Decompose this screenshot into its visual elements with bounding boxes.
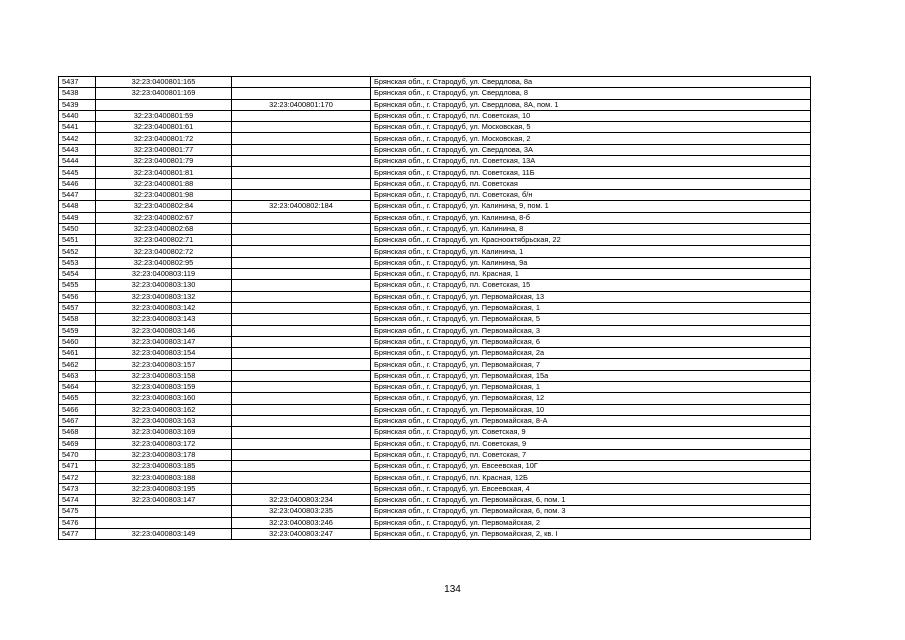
table-row [59,506,811,517]
row-number: 5467 [59,415,96,426]
table-row [59,404,811,415]
address: Брянская обл., г. Стародуб, ул. Свердлова, 8 [371,88,811,99]
row-number: 5443 [59,144,96,155]
cadastral-number: 32:23:0400803:147 [96,336,232,347]
cadastral-number: 32:23:0400801:77 [96,144,232,155]
related-cadastral-number [232,415,371,426]
cadastral-number: 32:23:0400803:169 [96,427,232,438]
table-row [59,415,811,426]
table-row [59,269,811,280]
address: Брянская обл., г. Стародуб, ул. Евсеевская, 10Г [371,461,811,472]
table-row [59,291,811,302]
address: Брянская обл., г. Стародуб, ул. Первомайская, 6, пом. 1 [371,494,811,505]
address: Брянская обл., г. Стародуб, ул. Калинина, 8 [371,223,811,234]
row-number: 5440 [59,110,96,121]
address: Брянская обл., г. Стародуб, ул. Первомайская, 5 [371,314,811,325]
address: Брянская обл., г. Стародуб, ул. Первомайская, 6 [371,336,811,347]
row-number: 5450 [59,223,96,234]
related-cadastral-number [232,235,371,246]
register-table [58,76,811,540]
row-number: 5441 [59,122,96,133]
cadastral-number: 32:23:0400803:146 [96,325,232,336]
related-cadastral-number [232,359,371,370]
address: Брянская обл., г. Стародуб, пл. Красная, 12Б [371,472,811,483]
cadastral-number: 32:23:0400803:162 [96,404,232,415]
related-cadastral-number: 32:23:0400803:247 [232,528,371,539]
address: Брянская обл., г. Стародуб, ул. Первомайская, 1 [371,302,811,313]
table-row [59,483,811,494]
cadastral-number: 32:23:0400802:67 [96,212,232,223]
table-row [59,461,811,472]
table-row [59,88,811,99]
row-number: 5461 [59,348,96,359]
table-row [59,99,811,110]
cadastral-number [96,506,232,517]
table-row [59,517,811,528]
cadastral-number [96,517,232,528]
cadastral-number: 32:23:0400803:195 [96,483,232,494]
table-row [59,370,811,381]
related-cadastral-number [232,88,371,99]
cadastral-number: 32:23:0400803:160 [96,393,232,404]
row-number: 5439 [59,99,96,110]
address: Брянская обл., г. Стародуб, ул. Калинина, 8-б [371,212,811,223]
address: Брянская обл., г. Стародуб, ул. Свердлова, 8а [371,77,811,88]
cadastral-number: 32:23:0400802:95 [96,257,232,268]
cadastral-number: 32:23:0400801:98 [96,189,232,200]
row-number: 5475 [59,506,96,517]
address: Брянская обл., г. Стародуб, ул. Московская, 2 [371,133,811,144]
address: Брянская обл., г. Стародуб, пл. Советская, 11Б [371,167,811,178]
address: Брянская обл., г. Стародуб, ул. Первомайская, 2а [371,348,811,359]
table-row [59,235,811,246]
table-row [59,494,811,505]
cadastral-number: 32:23:0400801:61 [96,122,232,133]
row-number: 5471 [59,461,96,472]
table-row [59,382,811,393]
row-number: 5455 [59,280,96,291]
related-cadastral-number [232,483,371,494]
cadastral-number: 32:23:0400803:158 [96,370,232,381]
address: Брянская обл., г. Стародуб, ул. Первомайская, 15а [371,370,811,381]
cadastral-number: 32:23:0400803:188 [96,472,232,483]
cadastral-number: 32:23:0400803:147 [96,494,232,505]
table-row [59,246,811,257]
row-number: 5464 [59,382,96,393]
related-cadastral-number [232,348,371,359]
table-row [59,201,811,212]
address: Брянская обл., г. Стародуб, пл. Советская, 10 [371,110,811,121]
related-cadastral-number [232,449,371,460]
table-row [59,449,811,460]
address: Брянская обл., г. Стародуб, ул. Калинина, 1 [371,246,811,257]
related-cadastral-number [232,472,371,483]
cadastral-number: 32:23:0400802:71 [96,235,232,246]
cadastral-number: 32:23:0400803:159 [96,382,232,393]
related-cadastral-number [232,122,371,133]
related-cadastral-number [232,438,371,449]
row-number: 5465 [59,393,96,404]
table-row [59,122,811,133]
related-cadastral-number [232,156,371,167]
row-number: 5457 [59,302,96,313]
cadastral-number: 32:23:0400802:68 [96,223,232,234]
cadastral-number: 32:23:0400801:88 [96,178,232,189]
row-number: 5463 [59,370,96,381]
related-cadastral-number [232,382,371,393]
row-number: 5472 [59,472,96,483]
table-row [59,438,811,449]
table-row [59,528,811,539]
address: Брянская обл., г. Стародуб, ул. Советская, 9 [371,427,811,438]
table-row [59,393,811,404]
related-cadastral-number [232,257,371,268]
row-number: 5454 [59,269,96,280]
cadastral-number: 32:23:0400801:79 [96,156,232,167]
cadastral-number: 32:23:0400803:157 [96,359,232,370]
related-cadastral-number [232,212,371,223]
cadastral-number: 32:23:0400803:154 [96,348,232,359]
related-cadastral-number [232,291,371,302]
address: Брянская обл., г. Стародуб, ул. Краснооктябрьская, 22 [371,235,811,246]
row-number: 5468 [59,427,96,438]
address: Брянская обл., г. Стародуб, пл. Красная, 1 [371,269,811,280]
table-row [59,144,811,155]
related-cadastral-number [232,314,371,325]
cadastral-number: 32:23:0400802:72 [96,246,232,257]
cadastral-number: 32:23:0400803:143 [96,314,232,325]
row-number: 5446 [59,178,96,189]
cadastral-number: 32:23:0400801:72 [96,133,232,144]
table-row [59,336,811,347]
row-number: 5460 [59,336,96,347]
cadastral-number [96,99,232,110]
related-cadastral-number: 32:23:0400801:170 [232,99,371,110]
table-row [59,178,811,189]
cadastral-number: 32:23:0400803:178 [96,449,232,460]
table-row [59,280,811,291]
table-row [59,359,811,370]
related-cadastral-number [232,167,371,178]
table-row [59,212,811,223]
row-number: 5466 [59,404,96,415]
cadastral-number: 32:23:0400803:119 [96,269,232,280]
table-row [59,325,811,336]
related-cadastral-number [232,77,371,88]
table-row [59,257,811,268]
related-cadastral-number: 32:23:0400803:234 [232,494,371,505]
cadastral-number: 32:23:0400801:59 [96,110,232,121]
address: Брянская обл., г. Стародуб, ул. Первомайская, 12 [371,393,811,404]
row-number: 5445 [59,167,96,178]
cadastral-number: 32:23:0400803:130 [96,280,232,291]
cadastral-number: 32:23:0400801:81 [96,167,232,178]
related-cadastral-number [232,325,371,336]
address: Брянская обл., г. Стародуб, ул. Свердлова, 3А [371,144,811,155]
cadastral-number: 32:23:0400801:165 [96,77,232,88]
address: Брянская обл., г. Стародуб, ул. Калинина, 9, пом. 1 [371,201,811,212]
row-number: 5458 [59,314,96,325]
row-number: 5473 [59,483,96,494]
table-row [59,189,811,200]
related-cadastral-number [232,302,371,313]
cadastral-number: 32:23:0400801:169 [96,88,232,99]
row-number: 5444 [59,156,96,167]
row-number: 5452 [59,246,96,257]
related-cadastral-number [232,246,371,257]
address: Брянская обл., г. Стародуб, пл. Советская, б/н [371,189,811,200]
address: Брянская обл., г. Стародуб, ул. Первомайская, 2 [371,517,811,528]
related-cadastral-number [232,110,371,121]
table-row [59,167,811,178]
address: Брянская обл., г. Стародуб, ул. Первомайская, 6, пом. 3 [371,506,811,517]
row-number: 5437 [59,77,96,88]
address: Брянская обл., г. Стародуб, пл. Советская [371,178,811,189]
row-number: 5438 [59,88,96,99]
cadastral-number: 32:23:0400803:172 [96,438,232,449]
related-cadastral-number [232,178,371,189]
table-row [59,156,811,167]
related-cadastral-number [232,393,371,404]
register-table-body [59,77,811,540]
table-row [59,77,811,88]
related-cadastral-number: 32:23:0400802:184 [232,201,371,212]
address: Брянская обл., г. Стародуб, ул. Калинина, 9а [371,257,811,268]
address: Брянская обл., г. Стародуб, ул. Первомайская, 10 [371,404,811,415]
cadastral-number: 32:23:0400803:149 [96,528,232,539]
row-number: 5477 [59,528,96,539]
address: Брянская обл., г. Стародуб, ул. Первомайская, 8-А [371,415,811,426]
related-cadastral-number [232,223,371,234]
address: Брянская обл., г. Стародуб, ул. Первомайская, 2, кв. I [371,528,811,539]
row-number: 5469 [59,438,96,449]
related-cadastral-number [232,189,371,200]
table-row [59,348,811,359]
cadastral-number: 32:23:0400803:163 [96,415,232,426]
related-cadastral-number [232,133,371,144]
row-number: 5470 [59,449,96,460]
table-row [59,223,811,234]
related-cadastral-number [232,404,371,415]
row-number: 5476 [59,517,96,528]
row-number: 5447 [59,189,96,200]
related-cadastral-number [232,370,371,381]
address: Брянская обл., г. Стародуб, ул. Первомайская, 3 [371,325,811,336]
related-cadastral-number: 32:23:0400803:235 [232,506,371,517]
address: Брянская обл., г. Стародуб, ул. Московская, 5 [371,122,811,133]
address: Брянская обл., г. Стародуб, ул. Первомайская, 7 [371,359,811,370]
page-number: 134 [444,584,461,595]
cadastral-number: 32:23:0400803:132 [96,291,232,302]
table-row [59,314,811,325]
address: Брянская обл., г. Стародуб, ул. Первомайская, 1 [371,382,811,393]
row-number: 5453 [59,257,96,268]
related-cadastral-number [232,461,371,472]
cadastral-number: 32:23:0400803:185 [96,461,232,472]
row-number: 5456 [59,291,96,302]
address: Брянская обл., г. Стародуб, пл. Советская, 9 [371,438,811,449]
table-row [59,302,811,313]
cadastral-number: 32:23:0400802:84 [96,201,232,212]
row-number: 5462 [59,359,96,370]
table-row [59,427,811,438]
address: Брянская обл., г. Стародуб, пл. Советская, 13А [371,156,811,167]
address: Брянская обл., г. Стародуб, ул. Первомайская, 13 [371,291,811,302]
related-cadastral-number [232,269,371,280]
address: Брянская обл., г. Стародуб, пл. Советская, 15 [371,280,811,291]
row-number: 5451 [59,235,96,246]
related-cadastral-number [232,144,371,155]
address: Брянская обл., г. Стародуб, пл. Советская, 7 [371,449,811,460]
cadastral-number: 32:23:0400803:142 [96,302,232,313]
row-number: 5474 [59,494,96,505]
row-number: 5442 [59,133,96,144]
related-cadastral-number [232,336,371,347]
address: Брянская обл., г. Стародуб, ул. Евсеевская, 4 [371,483,811,494]
related-cadastral-number: 32:23:0400803:246 [232,517,371,528]
table-row [59,133,811,144]
row-number: 5459 [59,325,96,336]
related-cadastral-number [232,427,371,438]
row-number: 5449 [59,212,96,223]
table-row [59,110,811,121]
row-number: 5448 [59,201,96,212]
address: Брянская обл., г. Стародуб, ул. Свердлова, 8А, пом. 1 [371,99,811,110]
related-cadastral-number [232,280,371,291]
table-row [59,472,811,483]
